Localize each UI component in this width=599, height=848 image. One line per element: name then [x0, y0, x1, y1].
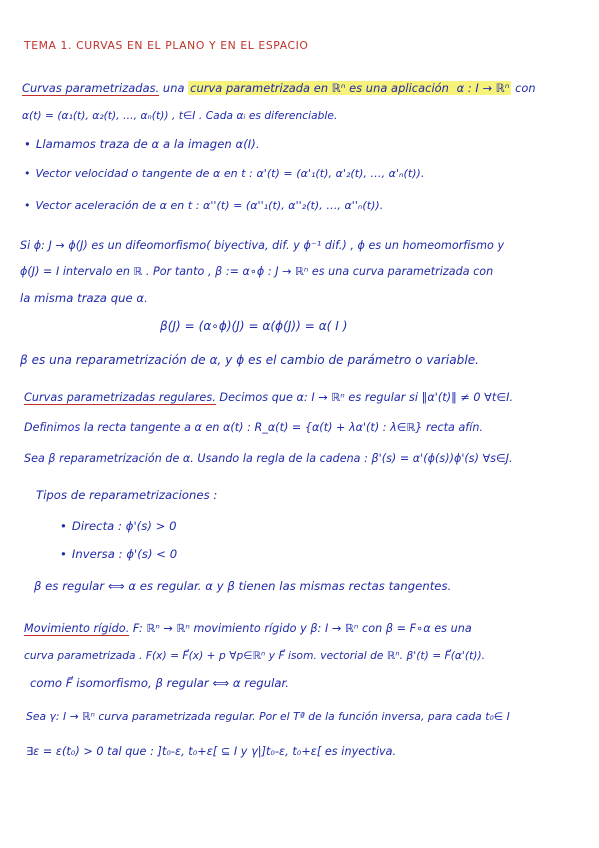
- regulares-line-2: Definimos la recta tangente a α en α(t) : R_α(t) = {α(t) + λα'(t) : λ∈ℝ} recta afín.: [24, 421, 484, 434]
- difeo-line-2: ϕ(J) = I intervalo en ℝ . Por tanto , β := α∘ϕ : J → ℝⁿ es una curva parametrizada con: [20, 265, 494, 278]
- page-title: TEMA 1. CURVAS EN EL PLANO Y EN EL ESPACIO: [24, 39, 309, 52]
- curvas-param-highlight: curva parametrizada en ℝⁿ es una aplicación: [190, 81, 449, 95]
- curvas-param-line-2: α(t) = (α₁(t), α₂(t), …, αₙ(t)) , t∈I . Cada αᵢ es diferenciable.: [22, 110, 338, 122]
- movimiento-line-1: [24, 621, 599, 637]
- curvas-param-alpha: α : I → ℝⁿ: [452, 81, 510, 95]
- regulares-line-3: Sea β reparametrización de α. Usando la regla de la cadena : β'(s) = α'(ϕ(s))ϕ'(s) ∀s∈J.: [24, 452, 513, 465]
- regulares-inversa: • Inversa : ϕ'(s) < 0: [60, 546, 599, 562]
- curvas-param-heading: Curvas parametrizadas.: [22, 81, 160, 95]
- difeo-line-3: la misma traza que α.: [20, 291, 148, 305]
- curvas-param-bullet-aceleracion: • Vector aceleración de α en t : α''(t) = (α''₁(t), α''₂(t), …, α''ₙ(t)).: [24, 198, 599, 214]
- curvas-param-bullet-velocidad: • Vector velocidad o tangente de α en t : α'(t) = (α'₁(t), α'₂(t), …, α'ₙ(t)).: [24, 166, 599, 182]
- movimiento-line-3: como F⃗ isomorfismo, β regular ⟺ α regular.: [30, 676, 290, 690]
- movimiento-line-2: curva parametrizada . F(x) = F⃗(x) + p ∀p∈ℝⁿ y F⃗ isom. vectorial de ℝⁿ. β'(t) = F⃗(α'(t)).: [24, 650, 486, 662]
- regulares-tipos: Tipos de reparametrizaciones :: [36, 488, 218, 502]
- regulares-directa: • Directa : ϕ'(s) > 0: [60, 518, 599, 534]
- curvas-param-intro-after: con: [511, 81, 536, 95]
- movimiento-line-5: ∃ε = ε(t₀) > 0 tal que : ]t₀-ε, t₀+ε[ ⊆ I y γ|]t₀-ε, t₀+ε[ es inyectiva.: [26, 745, 397, 758]
- regulares-line-1: [24, 390, 599, 406]
- regulares-line-1-rest: Decimos que α: I → ℝⁿ es regular si ‖α'(t)‖ ≠ 0 ∀t∈I.: [215, 391, 514, 404]
- movimiento-line-1-rest: F: ℝⁿ → ℝⁿ movimiento rígido y β: I → ℝⁿ con β = F∘α es una: [129, 622, 472, 635]
- curvas-param-intro-before: una: [159, 81, 189, 95]
- regulares-heading: Curvas parametrizadas regulares.: [24, 391, 216, 404]
- difeo-formula: β(J) = (α∘ϕ)(J) = α(ϕ(J)) = α( I ): [160, 319, 348, 333]
- movimiento-heading: Movimiento rígido.: [24, 622, 130, 635]
- difeo-conclusion: β es una reparametrización de α, y ϕ es el cambio de parámetro o variable.: [20, 353, 480, 367]
- difeo-line-1: Si ϕ: J → ϕ(J) es un difeomorfismo( biyectiva, dif. y ϕ⁻¹ dif.) , ϕ es un homeomorfismo y: [20, 239, 505, 252]
- movimiento-line-4: Sea γ: I → ℝⁿ curva parametrizada regular. Por el Tª de la función inversa, para cada t₀∈ I: [26, 710, 510, 723]
- curvas-param-bullet-traza: • Llamamos traza de α a la imagen α(I).: [24, 136, 599, 152]
- regulares-conclusion: β es regular ⟺ α es regular. α y β tienen las mismas rectas tangentes.: [34, 579, 452, 593]
- curvas-param-line-1: [22, 80, 599, 96]
